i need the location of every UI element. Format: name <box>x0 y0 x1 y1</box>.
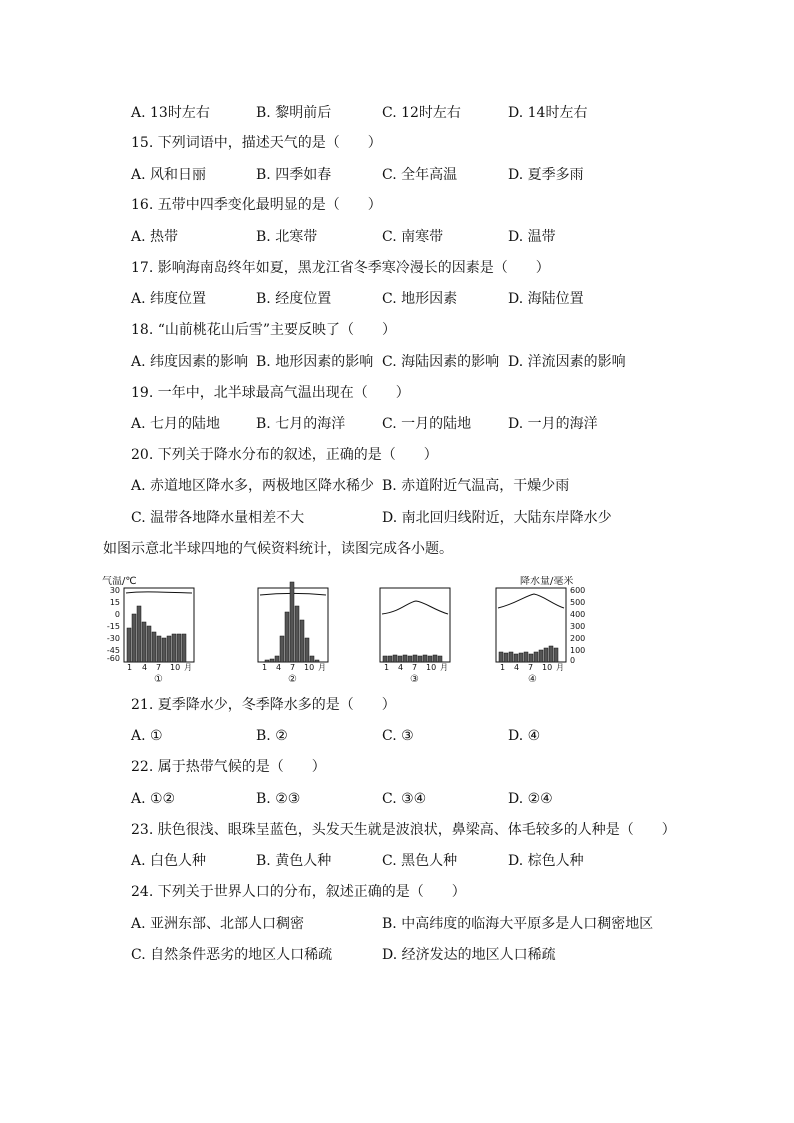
panel-label-1: ① <box>154 674 163 685</box>
month-tick: 4 <box>514 663 520 672</box>
q19-option-c: C. 一月的陆地 <box>382 416 472 432</box>
month-tick: 10 <box>170 663 181 672</box>
right-axis-title: 降水量/毫米 <box>520 576 574 587</box>
right-tick: 0 <box>570 656 576 665</box>
q22-option-a: A. ①② <box>131 791 176 807</box>
q15-option-c: C. 全年高温 <box>382 167 458 183</box>
q23-stem: 23. 肤色很浅、眼珠呈蓝色，头发天生就是波浪状，鼻梁高、体毛较多的人种是（ ） <box>131 822 676 838</box>
right-tick: 300 <box>570 622 586 631</box>
month-tick: 7 <box>412 663 418 672</box>
q22-option-b: B. ②③ <box>256 791 301 807</box>
q21-option-c: C. ③ <box>382 728 414 744</box>
q15-option-a: A. 风和日丽 <box>131 167 207 183</box>
month-tick: 月 <box>556 663 564 672</box>
q24-option-b: B. 中高纬度的临海大平原多是人口稠密地区 <box>382 916 654 932</box>
month-tick: 10 <box>542 663 553 672</box>
month-tick: 1 <box>262 663 268 672</box>
right-tick: 400 <box>570 610 586 619</box>
q20-option-d: D. 南北回归线附近，大陆东岸降水少 <box>382 510 612 526</box>
figure-intro: 如图示意北半球四地的气候资料统计，读图完成各小题。 <box>103 541 453 557</box>
q16-option-a: A. 热带 <box>131 229 179 245</box>
q20-option-b: B. 赤道附近气温高，干燥少雨 <box>382 478 570 494</box>
climate-charts-svg <box>100 576 700 686</box>
month-tick: 月 <box>184 663 192 672</box>
q24-stem: 24. 下列关于世界人口的分布，叙述正确的是（ ） <box>131 884 466 900</box>
q18-stem: 18. “山前桃花山后雪”主要反映了（ ） <box>131 322 397 338</box>
left-tick: -60 <box>106 654 120 663</box>
q24-option-d: D. 经济发达的地区人口稀疏 <box>382 947 556 963</box>
q21-stem: 21. 夏季降水少，冬季降水多的是（ ） <box>131 697 396 713</box>
q15-option-b: B. 四季如春 <box>256 167 332 183</box>
climate-charts-figure <box>100 576 700 686</box>
panel-label-2: ② <box>288 674 297 685</box>
left-tick: -45 <box>106 646 120 655</box>
q18-option-b: B. 地形因素的影响 <box>256 354 374 370</box>
climate-panel-1 <box>124 588 194 685</box>
month-tick: 7 <box>528 663 534 672</box>
q17-option-b: B. 经度位置 <box>256 291 332 307</box>
q15-option-d: D. 夏季多雨 <box>508 167 584 183</box>
q16-option-b: B. 北寒带 <box>256 229 318 245</box>
left-tick: -30 <box>106 634 120 643</box>
month-tick: 10 <box>426 663 437 672</box>
q22-option-c: C. ③④ <box>382 791 427 807</box>
left-tick: -15 <box>106 622 120 631</box>
month-tick: 10 <box>304 663 315 672</box>
q21-option-a: A. ① <box>131 728 163 744</box>
left-tick: 30 <box>109 586 120 595</box>
q19-option-d: D. 一月的海洋 <box>508 416 598 432</box>
q18-option-d: D. 洋流因素的影响 <box>508 354 626 370</box>
q24-option-a: A. 亚洲东部、北部人口稠密 <box>131 916 305 932</box>
month-tick: 1 <box>384 663 390 672</box>
q23-option-c: C. 黑色人种 <box>382 853 458 869</box>
month-tick: 4 <box>398 663 404 672</box>
panel-label-3: ③ <box>410 674 419 685</box>
q16-option-c: C. 南寒带 <box>382 229 444 245</box>
q20-option-c: C. 温带各地降水量相差不大 <box>131 510 305 526</box>
q24-option-c: C. 自然条件恶劣的地区人口稀疏 <box>131 947 333 963</box>
month-tick: 4 <box>276 663 282 672</box>
q19-stem: 19. 一年中，北半球最高气温出现在（ ） <box>131 385 410 401</box>
climate-panel-2 <box>258 582 328 685</box>
right-tick: 600 <box>570 586 586 595</box>
right-tick: 200 <box>570 634 586 643</box>
q17-stem: 17. 影响海南岛终年如夏，黑龙江省冬季寒冷漫长的因素是（ ） <box>131 260 550 276</box>
panel-label-4: ④ <box>528 674 537 685</box>
left-tick: 0 <box>114 610 120 619</box>
q14-option-a: A. 13时左右 <box>131 105 210 121</box>
month-tick: 7 <box>156 663 162 672</box>
q14-option-d: D. 14时左右 <box>508 105 588 121</box>
q22-option-d: D. ②④ <box>508 791 553 807</box>
climate-panel-3 <box>380 588 450 685</box>
q14-option-c: C. 12时左右 <box>382 105 461 121</box>
month-tick: 月 <box>440 663 448 672</box>
month-tick: 月 <box>318 663 326 672</box>
q15-stem: 15. 下列词语中，描述天气的是（ ） <box>131 135 382 151</box>
left-axis-title: 气温/℃ <box>102 576 137 587</box>
month-tick: 4 <box>142 663 148 672</box>
q18-option-c: C. 海陆因素的影响 <box>382 354 500 370</box>
q23-option-b: B. 黄色人种 <box>256 853 332 869</box>
q16-stem: 16. 五带中四季变化最明显的是（ ） <box>131 197 382 213</box>
month-tick: 7 <box>290 663 296 672</box>
q22-stem: 22. 属于热带气候的是（ ） <box>131 759 326 775</box>
q19-option-b: B. 七月的海洋 <box>256 416 346 432</box>
q17-option-d: D. 海陆位置 <box>508 291 584 307</box>
q19-option-a: A. 七月的陆地 <box>131 416 221 432</box>
q16-option-d: D. 温带 <box>508 229 556 245</box>
q14-option-b: B. 黎明前后 <box>256 105 332 121</box>
q20-stem: 20. 下列关于降水分布的叙述，正确的是（ ） <box>131 447 438 463</box>
right-tick: 100 <box>570 646 586 655</box>
q23-option-d: D. 棕色人种 <box>508 853 584 869</box>
q18-option-a: A. 纬度因素的影响 <box>131 354 249 370</box>
q21-option-d: D. ④ <box>508 728 541 744</box>
month-tick: 1 <box>500 663 506 672</box>
q21-option-b: B. ② <box>256 728 288 744</box>
q17-option-c: C. 地形因素 <box>382 291 458 307</box>
climate-panel-4 <box>496 576 585 685</box>
q17-option-a: A. 纬度位置 <box>131 291 207 307</box>
left-tick: 15 <box>109 598 120 607</box>
q23-option-a: A. 白色人种 <box>131 853 207 869</box>
month-tick: 1 <box>127 663 133 672</box>
right-tick: 500 <box>570 598 586 607</box>
q20-option-a: A. 赤道地区降水多，两极地区降水稀少 <box>131 478 375 494</box>
